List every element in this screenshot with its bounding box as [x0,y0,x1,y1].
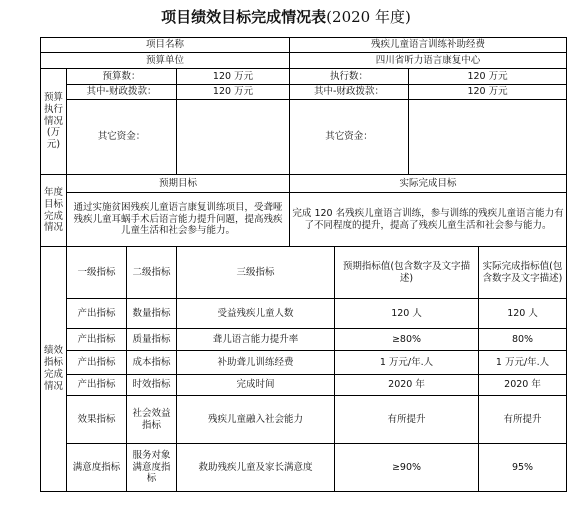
row-expected: ≥80% [335,329,479,351]
row-level2: 质量指标 [127,329,177,351]
row-actual: 1 万元/年.人 [479,351,567,375]
row-level2: 时效指标 [127,375,177,396]
actual-goal-header: 实际完成目标 [290,175,567,193]
other-value-1 [177,100,290,175]
table-row [41,444,567,492]
row-level1: 产出指标 [67,375,127,396]
row-level1: 产出指标 [67,351,127,375]
row-level2: 社会效益指标 [127,396,177,444]
performance-table [40,37,567,492]
row-actual: 80% [479,329,567,351]
budget-label: 预算数： [67,69,177,85]
annual-side-label: 年度目标完成情况 [41,175,67,247]
actual-goal-text: 完成 120 名残疾儿童语言训练，参与训练的残疾儿童语言能力有了不同程度的提升，提高了残疾儿童生活和社会参与能力。 [290,193,567,247]
unit-row [41,53,567,69]
row-level3: 完成时间 [177,375,335,396]
other-funds-row [41,100,567,175]
exec-label: 执行数： [290,69,409,85]
indicator-header-row [41,247,567,299]
table-row [41,299,567,329]
budget-value: 120 万元 [177,69,290,85]
fin-label-1: 其中-财政拨款： [67,85,177,100]
annual-text-row [41,193,567,247]
fin-value-1: 120 万元 [177,85,290,100]
row-level1: 效果指标 [67,396,127,444]
row-expected: 120 人 [335,299,479,329]
row-level2: 成本指标 [127,351,177,375]
project-name-value: 残疾儿童语言训练补助经费 [290,38,567,53]
expected-goal-text: 通过实施贫困残疾儿童语言康复训练项目，受聋哑残疾儿童耳蜗手术后语言能力提升问题，提高残疾儿童生活和社会参与能力。 [67,193,290,247]
budget-row [41,69,567,85]
header-level1: 一级指标 [67,247,127,299]
header-expected: 预期指标值(包含数字及文字描述) [335,247,479,299]
exec-value: 120 万元 [409,69,567,85]
title-main: 项目绩效目标完成情况表 [161,8,327,26]
project-name-row [41,38,567,53]
header-level3: 三级指标 [177,247,335,299]
expected-goal-header: 预期目标 [67,175,290,193]
header-actual: 实际完成指标值(包含数字及文字描述) [479,247,567,299]
table-row [41,375,567,396]
row-level3: 补助聋儿训练经费 [177,351,335,375]
row-level1: 产出指标 [67,299,127,329]
unit-label: 预算单位 [41,53,290,69]
fin-row [41,85,567,100]
table-row [41,396,567,444]
annual-header-row [41,175,567,193]
row-actual: 120 人 [479,299,567,329]
row-expected: 2020 年 [335,375,479,396]
row-level1: 产出指标 [67,329,127,351]
row-level3: 受益残疾儿童人数 [177,299,335,329]
row-level3: 残疾儿童融入社会能力 [177,396,335,444]
fin-value-2: 120 万元 [409,85,567,100]
budget-side-label: 预算执行情况(万元) [41,69,67,175]
page-title [0,6,572,28]
row-actual: 95% [479,444,567,492]
unit-value: 四川省听力语言康复中心 [290,53,567,69]
other-value-2 [409,100,567,175]
indicator-side-label: 绩效指标完成情况 [41,247,67,492]
other-label-2: 其它资金： [290,100,409,175]
table-row [41,329,567,351]
header-level2: 二级指标 [127,247,177,299]
row-expected: 1 万元/年.人 [335,351,479,375]
row-level1: 满意度指标 [67,444,127,492]
row-level2: 服务对象满意度指标 [127,444,177,492]
row-level2: 数量指标 [127,299,177,329]
row-expected: ≥90% [335,444,479,492]
title-year: (2020 年度) [326,8,411,26]
row-actual: 2020 年 [479,375,567,396]
row-actual: 有所提升 [479,396,567,444]
project-name-label: 项目名称 [41,38,290,53]
fin-label-2: 其中-财政拨款： [290,85,409,100]
row-level3: 聋儿语言能力提升率 [177,329,335,351]
row-expected: 有所提升 [335,396,479,444]
table-row [41,351,567,375]
row-level3: 救助残疾儿童及家长满意度 [177,444,335,492]
other-label-1: 其它资金： [67,100,177,175]
